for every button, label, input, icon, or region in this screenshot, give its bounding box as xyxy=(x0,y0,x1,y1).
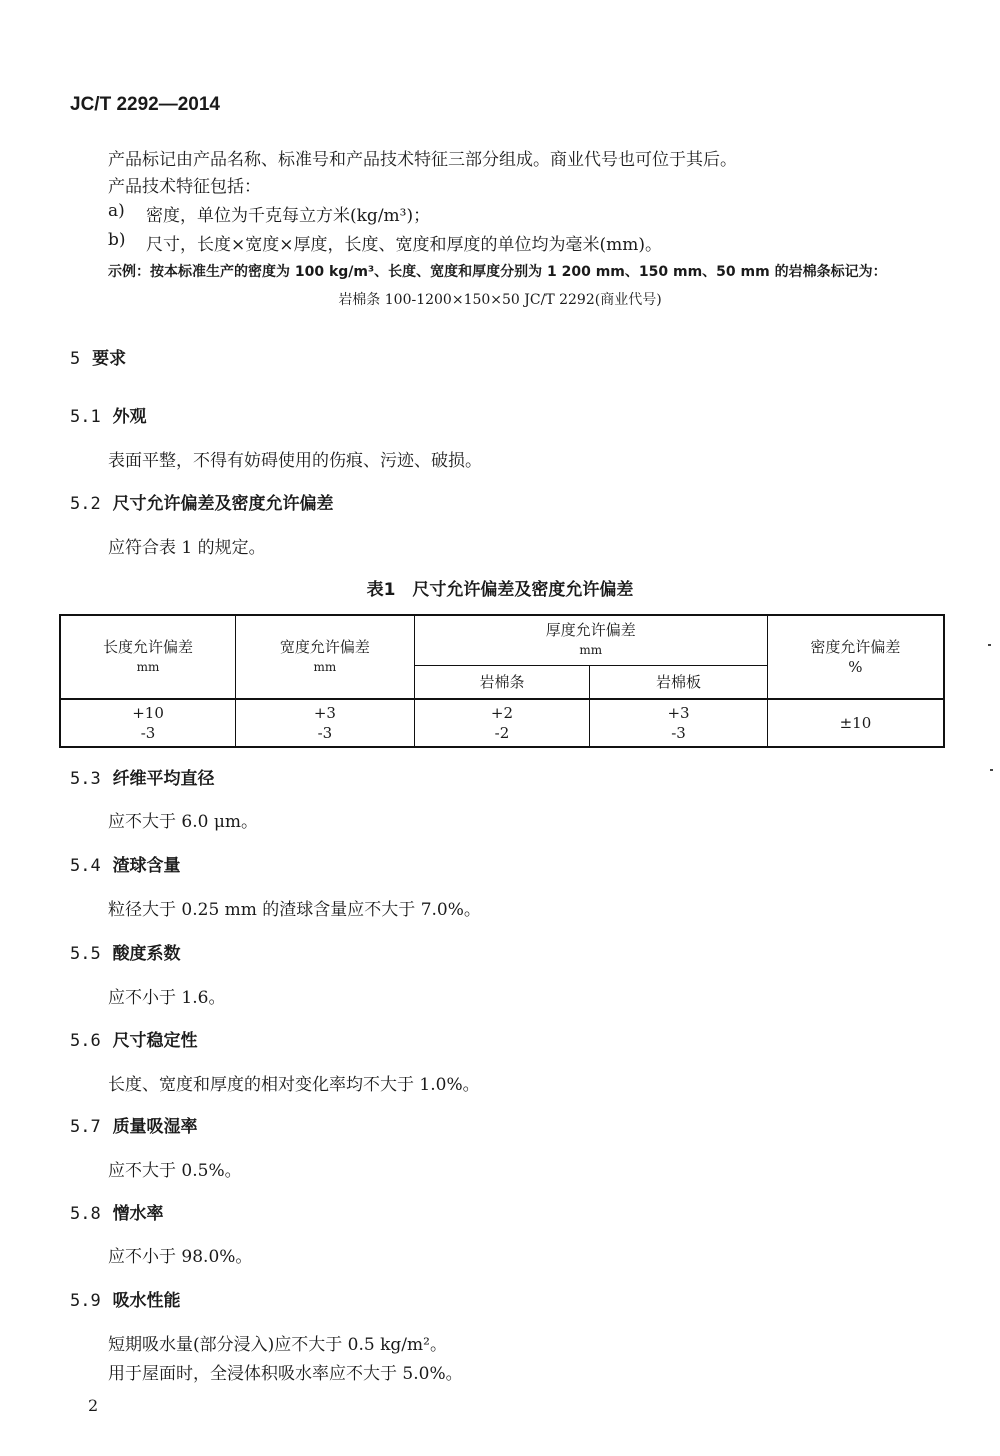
section-title: 要求 xyxy=(92,349,127,369)
header-length-tolerance xyxy=(60,615,236,699)
example-marking: 岩棉条 100-1200×150×50 JC/T 2292(商业代号) xyxy=(338,292,662,308)
section-5-3-body: 应不大于 6.0 μm。 xyxy=(108,812,259,832)
plus-value: +3 xyxy=(313,704,336,722)
cell-width-value xyxy=(236,699,415,747)
section-title: 纤维平均直径 xyxy=(112,769,215,789)
page-number: 2 xyxy=(88,1396,99,1415)
cell-strip-value xyxy=(414,699,590,747)
example-text: 示例：按本标准生产的密度为 100 kg/m³、长度、宽度和厚度分别为 1 200 mm、150 mm、50 mm 的岩棉条标记为： xyxy=(108,264,887,280)
header-rock-wool-board: 岩棉板 xyxy=(590,665,768,699)
header-width-tolerance xyxy=(236,615,415,699)
tolerance-table xyxy=(59,614,945,748)
section-5-9-heading xyxy=(70,1286,181,1311)
item-a-text: 密度，单位为千克每立方米(kg/m³)； xyxy=(146,206,431,226)
section-5-4-body: 粒径大于 0.25 mm 的渣球含量应不大于 7.0%。 xyxy=(108,900,481,920)
minus-value: -2 xyxy=(494,724,510,742)
section-title: 酸度系数 xyxy=(112,944,181,964)
section-5-5-body: 应不小于 1.6。 xyxy=(108,988,226,1008)
section-5-6-body: 长度、宽度和厚度的相对变化率均不大于 1.0%。 xyxy=(108,1075,480,1095)
header-unit: mm xyxy=(136,660,160,674)
section-number: 5.3 xyxy=(70,769,101,789)
cell-length-value xyxy=(60,699,236,747)
standard-code: JC/T 2292—2014 xyxy=(70,94,220,115)
header-label: 长度允许偏差 xyxy=(103,638,194,656)
plus-value: +10 xyxy=(132,704,164,722)
header-density-tolerance xyxy=(767,615,944,699)
section-number: 5.6 xyxy=(70,1031,101,1051)
item-a-label: a) xyxy=(108,201,125,221)
section-5-2-heading xyxy=(70,489,334,514)
section-5-4-heading xyxy=(70,851,181,876)
section-5-3-heading xyxy=(70,764,215,789)
header-unit: mm xyxy=(579,643,603,658)
cell-board-value xyxy=(590,699,768,747)
plus-value: +2 xyxy=(490,704,514,722)
section-title: 渣球含量 xyxy=(112,856,181,876)
minus-value: -3 xyxy=(671,724,686,742)
header-label: 厚度允许偏差 xyxy=(545,621,636,640)
marking-intro: 产品标记由产品名称、标准号和产品技术特征三部分组成。商业代号也可位于其后。 xyxy=(108,150,737,170)
section-number: 5.1 xyxy=(70,407,101,427)
features-lead: 产品技术特征包括： xyxy=(108,177,261,197)
section-title: 质量吸湿率 xyxy=(112,1117,198,1137)
header-unit: mm xyxy=(313,660,337,674)
item-b-label: b) xyxy=(108,230,126,250)
plus-value: +3 xyxy=(667,704,690,722)
section-5-1-heading xyxy=(70,402,147,427)
section-title: 憎水率 xyxy=(112,1204,164,1224)
minus-value: -3 xyxy=(317,724,333,742)
section-5-7-heading xyxy=(70,1112,198,1137)
section-5-2-body: 应符合表 1 的规定。 xyxy=(108,538,266,558)
section-5-8-body: 应不小于 98.0%。 xyxy=(108,1247,253,1267)
section-number: 5.4 xyxy=(70,856,101,876)
section-number: 5.7 xyxy=(70,1117,101,1137)
cell-density-value: ±10 xyxy=(767,699,944,747)
header-thickness-tolerance xyxy=(414,615,767,665)
minus-value: -3 xyxy=(140,724,156,742)
section-number: 5.2 xyxy=(70,494,101,514)
scan-speck xyxy=(988,644,991,646)
section-number: 5.9 xyxy=(70,1291,101,1311)
section-number: 5.5 xyxy=(70,944,101,964)
table-1-caption: 表1 尺寸允许偏差及密度允许偏差 xyxy=(366,580,634,600)
item-b-text: 尺寸，长度×宽度×厚度，长度、宽度和厚度的单位均为毫米(mm)。 xyxy=(146,235,662,255)
header-label: 宽度允许偏差 xyxy=(279,638,370,656)
section-number: 5 xyxy=(70,349,81,369)
section-5-8-heading xyxy=(70,1199,164,1224)
section-5-6-heading xyxy=(70,1026,198,1051)
section-title: 外观 xyxy=(112,407,147,427)
section-title: 尺寸稳定性 xyxy=(112,1031,198,1051)
header-label: 密度允许偏差 xyxy=(810,638,901,656)
scan-speck xyxy=(990,769,993,771)
section-5-9-body-1: 短期吸水量(部分浸入)应不大于 0.5 kg/m²。 xyxy=(108,1335,447,1355)
section-5-heading xyxy=(70,344,126,369)
section-5-1-body: 表面平整，不得有妨碍使用的伤痕、污迹、破损。 xyxy=(108,451,482,471)
section-number: 5.8 xyxy=(70,1204,101,1224)
section-5-5-heading xyxy=(70,939,181,964)
section-5-9-body-2: 用于屋面时，全浸体积吸水率应不大于 5.0%。 xyxy=(108,1364,463,1384)
section-title: 吸水性能 xyxy=(112,1291,181,1311)
header-rock-wool-strip: 岩棉条 xyxy=(414,665,590,699)
section-5-7-body: 应不大于 0.5%。 xyxy=(108,1161,242,1181)
section-title: 尺寸允许偏差及密度允许偏差 xyxy=(112,494,334,514)
header-unit: % xyxy=(848,658,863,676)
